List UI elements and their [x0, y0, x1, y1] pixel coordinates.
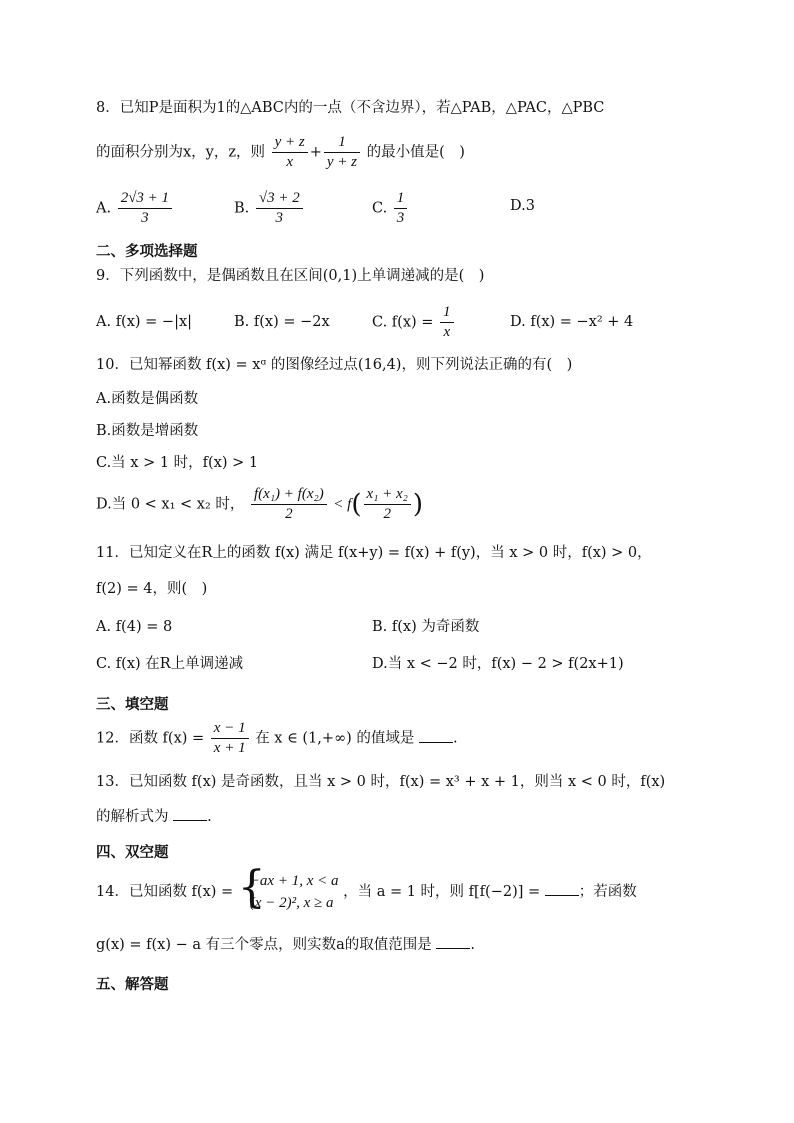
q8-line2: [96, 134, 465, 171]
q8-option-b: [234, 190, 305, 227]
q14-text-c: ；若函数: [578, 884, 637, 900]
q11-line2: f(2) = 4，则( ): [96, 581, 208, 597]
q10-option-d-fraction: [251, 486, 327, 523]
q8-fraction-2: [324, 134, 360, 171]
q9-option-d: D. f(x) = −x² + 4: [510, 314, 634, 330]
q11-option-a: A. f(4) = 8: [96, 619, 173, 635]
q10-option-c: C.当 x > 1 时，f(x) > 1: [96, 455, 259, 471]
q10-option-b: B.函数是增函数: [96, 423, 199, 439]
q8-option-a-fraction: [118, 190, 172, 227]
q10-option-d-num: f(x₁) + f(x₂): [251, 486, 327, 505]
q12-line: [96, 720, 458, 757]
q11-option-c: C. f(x) 在R上单调递减: [96, 656, 244, 672]
q13-end: .: [207, 809, 212, 825]
q12-text-b: 在 x ∈ (1,+∞) 的值域是: [255, 730, 415, 747]
q14-end: .: [470, 937, 475, 953]
section-heading-multiple-choice: 二、多项选择题: [96, 244, 198, 260]
q10-option-d-text: D.当 0 < x₁ < x₂ 时，: [96, 496, 245, 513]
q11-option-d: D.当 x < −2 时，f(x) − 2 > f(2x+1): [372, 656, 624, 672]
q12-answer-blank[interactable]: [419, 728, 453, 743]
q14-case-2: (x − 2)², x ≥ a: [249, 895, 334, 911]
q10-stem: 10．已知幂函数 f(x) = xᵅ 的图像经过点(16,4)，则下列说法正确的有( ): [96, 357, 573, 373]
q12-num: x − 1: [211, 720, 249, 739]
q10-option-d-mid: < f: [333, 496, 352, 513]
q8-line2-text-a: 的面积分别为x，y，z，则: [96, 144, 266, 161]
q8-line2-text-b: 的最小值是( ): [366, 144, 465, 161]
q8-option-c-den: 3: [396, 210, 405, 226]
q12-end: .: [453, 730, 458, 747]
q9-stem: 9．下列函数中，是偶函数且在区间(0,1)上单调递减的是( ): [96, 268, 485, 284]
q13-line2-text: 的解析式为: [96, 809, 169, 825]
q8-option-c-fraction: [394, 190, 408, 227]
q8-fraction-2-den: y + z: [326, 154, 358, 170]
q8-option-d: D.3: [510, 198, 535, 214]
q8-option-a-label: A.: [96, 200, 112, 217]
q8-option-b-fraction: [256, 190, 303, 227]
q14-case-1: −ax + 1, x < a: [249, 873, 339, 889]
q10-option-d: [96, 486, 423, 523]
q8-fraction-1-num: y + z: [272, 134, 308, 153]
q10-option-d-inner-fraction: [364, 486, 411, 523]
section-heading-fill-in: 三、填空题: [96, 697, 169, 713]
q9-option-c: [372, 304, 456, 341]
q8-line1: 8．已知P是面积为1的△ABC内的一点（不含边界），若△PAB，△PAC，△PBC: [96, 100, 605, 116]
q9-option-c-den: x: [443, 324, 451, 340]
q14-line2-text: g(x) = f(x) − a 有三个零点，则实数a的取值范围是: [96, 937, 432, 953]
q9-option-c-num: 1: [440, 304, 454, 323]
q8-option-c-num: 1: [394, 190, 408, 209]
q14-answer-blank-1[interactable]: [545, 881, 579, 896]
section-heading-double-blank: 四、双空题: [96, 845, 169, 861]
q11-option-b: B. f(x) 为奇函数: [372, 619, 480, 635]
q9-option-c-label: C. f(x) =: [372, 314, 434, 331]
q8-option-b-den: 3: [275, 210, 284, 226]
q8-fraction-1-den: x: [286, 154, 294, 170]
q12-text-a: 12．函数 f(x) =: [96, 730, 205, 747]
q13-answer-blank[interactable]: [173, 806, 207, 821]
section-heading-answer: 五、解答题: [96, 977, 169, 993]
q8-fraction-2-num: 1: [324, 134, 360, 153]
q10-option-d-den: 2: [285, 506, 293, 522]
q14-answer-blank-2[interactable]: [436, 934, 470, 949]
q9-option-a: A. f(x) = −|x|: [96, 314, 193, 330]
q14-piecewise: [237, 862, 339, 914]
q13-line1: 13．已知函数 f(x) 是奇函数，且当 x > 0 时，f(x) = x³ + x + 1，则当 x < 0 时，f(x): [96, 774, 666, 790]
q10-option-a: A.函数是偶函数: [96, 391, 199, 407]
q8-option-a-den: 3: [141, 210, 149, 226]
q14-line2: [96, 934, 475, 955]
q14-line1: [96, 862, 637, 914]
q12-den: x + 1: [213, 740, 246, 756]
q14-brace: {: [237, 862, 266, 913]
q14-text-a: 14．已知函数 f(x) =: [96, 884, 234, 900]
q9-option-b: B. f(x) = −2x: [234, 314, 330, 330]
q10-right-paren: ): [412, 489, 424, 520]
q8-option-b-label: B.: [234, 200, 250, 217]
q10-option-d-inner-den: 2: [383, 506, 391, 522]
q8-fraction-1: [272, 134, 308, 171]
q10-option-d-inner-num: x₁ + x₂: [364, 486, 411, 505]
q8-plus: +: [309, 144, 322, 161]
q10-left-paren: (: [351, 489, 362, 520]
q13-line2: [96, 806, 212, 827]
q11-line1: 11．已知定义在R上的函数 f(x) 满足 f(x+y) = f(x) + f(y)，当 x > 0 时，f(x) > 0，: [96, 545, 652, 561]
q8-option-c: [372, 190, 409, 227]
q14-text-b: ，当 a = 1 时，则 f[f(−2)] =: [343, 884, 541, 900]
q12-fraction: [211, 720, 249, 757]
q8-option-a-num: 2√3 + 1: [118, 190, 172, 209]
q8-option-a: [96, 190, 174, 227]
q8-option-c-label: C.: [372, 200, 388, 217]
q8-option-b-num: √3 + 2: [256, 190, 303, 209]
q9-option-c-fraction: [440, 304, 454, 341]
